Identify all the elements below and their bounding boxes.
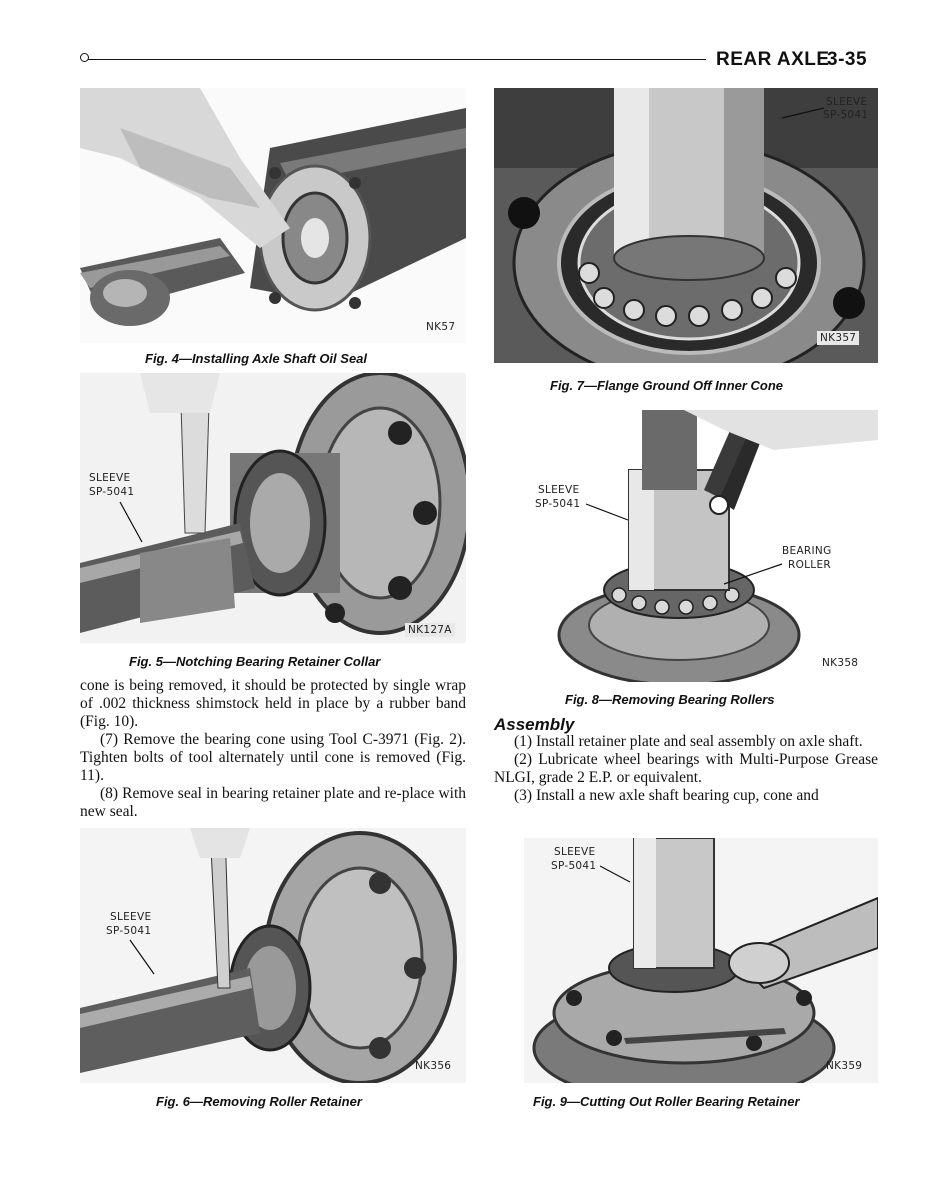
header-ring-mark	[80, 53, 89, 62]
paragraph-cone-removed: cone is being removed, it should be protected by single wrap of .002 thickness shimstock held in place by a rubber band (Fig. 10).	[80, 677, 466, 730]
fig5-label-tool: SP-5041	[89, 486, 135, 498]
assembly-text	[494, 733, 878, 805]
fig8-label-bearing: BEARING	[782, 545, 832, 557]
fig9-label-tool: SP-5041	[551, 860, 597, 872]
fig8-leader-line-sleeve	[584, 502, 630, 522]
fig7-caption: Fig. 7—Flange Ground Off Inner Cone	[550, 378, 784, 393]
fig7-label-tool: SP-5041	[823, 109, 869, 121]
header-rule	[88, 59, 706, 60]
fig9-code: NK359	[826, 1060, 863, 1072]
fig6-label-tool: SP-5041	[106, 925, 152, 937]
fig7-leader-line	[780, 106, 826, 120]
fig8-leader-line-roller	[722, 562, 784, 586]
assembly-step-3: (3) Install a new axle shaft bearing cup, cone and	[514, 787, 819, 804]
assembly-step-1: (1) Install retainer plate and seal assembly on axle shaft.	[514, 733, 863, 750]
fig5-caption: Fig. 5—Notching Bearing Retainer Collar	[129, 654, 381, 669]
fig5-label-sleeve: SLEEVE	[89, 472, 131, 484]
assembly-step-2: (2) Lubricate wheel bearings with Multi-Purpose Grease NLGI, grade 2 E.P. or equivalent.	[494, 751, 878, 786]
fig6-caption: Fig. 6—Removing Roller Retainer	[156, 1094, 362, 1109]
fig7-photo	[494, 88, 878, 363]
fig6-leader-line	[128, 938, 158, 978]
fig5-leader-line	[118, 500, 146, 546]
running-head: REAR AXLE	[716, 49, 830, 70]
fig6-label-sleeve: SLEEVE	[110, 911, 152, 923]
fig9-label-sleeve: SLEEVE	[554, 846, 596, 858]
fig8-label-tool: SP-5041	[535, 498, 581, 510]
fig4-caption: Fig. 4—Installing Axle Shaft Oil Seal	[145, 351, 368, 366]
fig4-photo	[80, 88, 466, 343]
left-column-text	[80, 677, 466, 821]
fig8-caption: Fig. 8—Removing Bearing Rollers	[565, 692, 775, 707]
fig9-leader-line	[598, 864, 632, 884]
fig5-code: NK127A	[405, 623, 455, 637]
fig9-caption: Fig. 9—Cutting Out Roller Bearing Retainer	[533, 1094, 800, 1109]
fig6-code: NK356	[415, 1060, 452, 1072]
fig4-code: NK57	[426, 321, 456, 333]
fig8-code: NK358	[822, 657, 859, 669]
fig8-label-sleeve: SLEEVE	[538, 484, 580, 496]
fig7-label-sleeve: SLEEVE	[826, 96, 868, 108]
assembly-heading: Assembly	[494, 715, 575, 734]
fig7-code: NK357	[817, 331, 859, 345]
step-7: (7) Remove the bearing cone using Tool C-3971 (Fig. 2). Tighten bolts of tool alternately until cone is removed (Fig. 11).	[80, 731, 466, 784]
page-number: 3-35	[827, 49, 868, 70]
fig9-photo	[524, 838, 878, 1083]
step-8: (8) Remove seal in bearing retainer plate and re-place with new seal.	[80, 785, 466, 820]
fig8-label-roller: ROLLER	[788, 559, 831, 571]
